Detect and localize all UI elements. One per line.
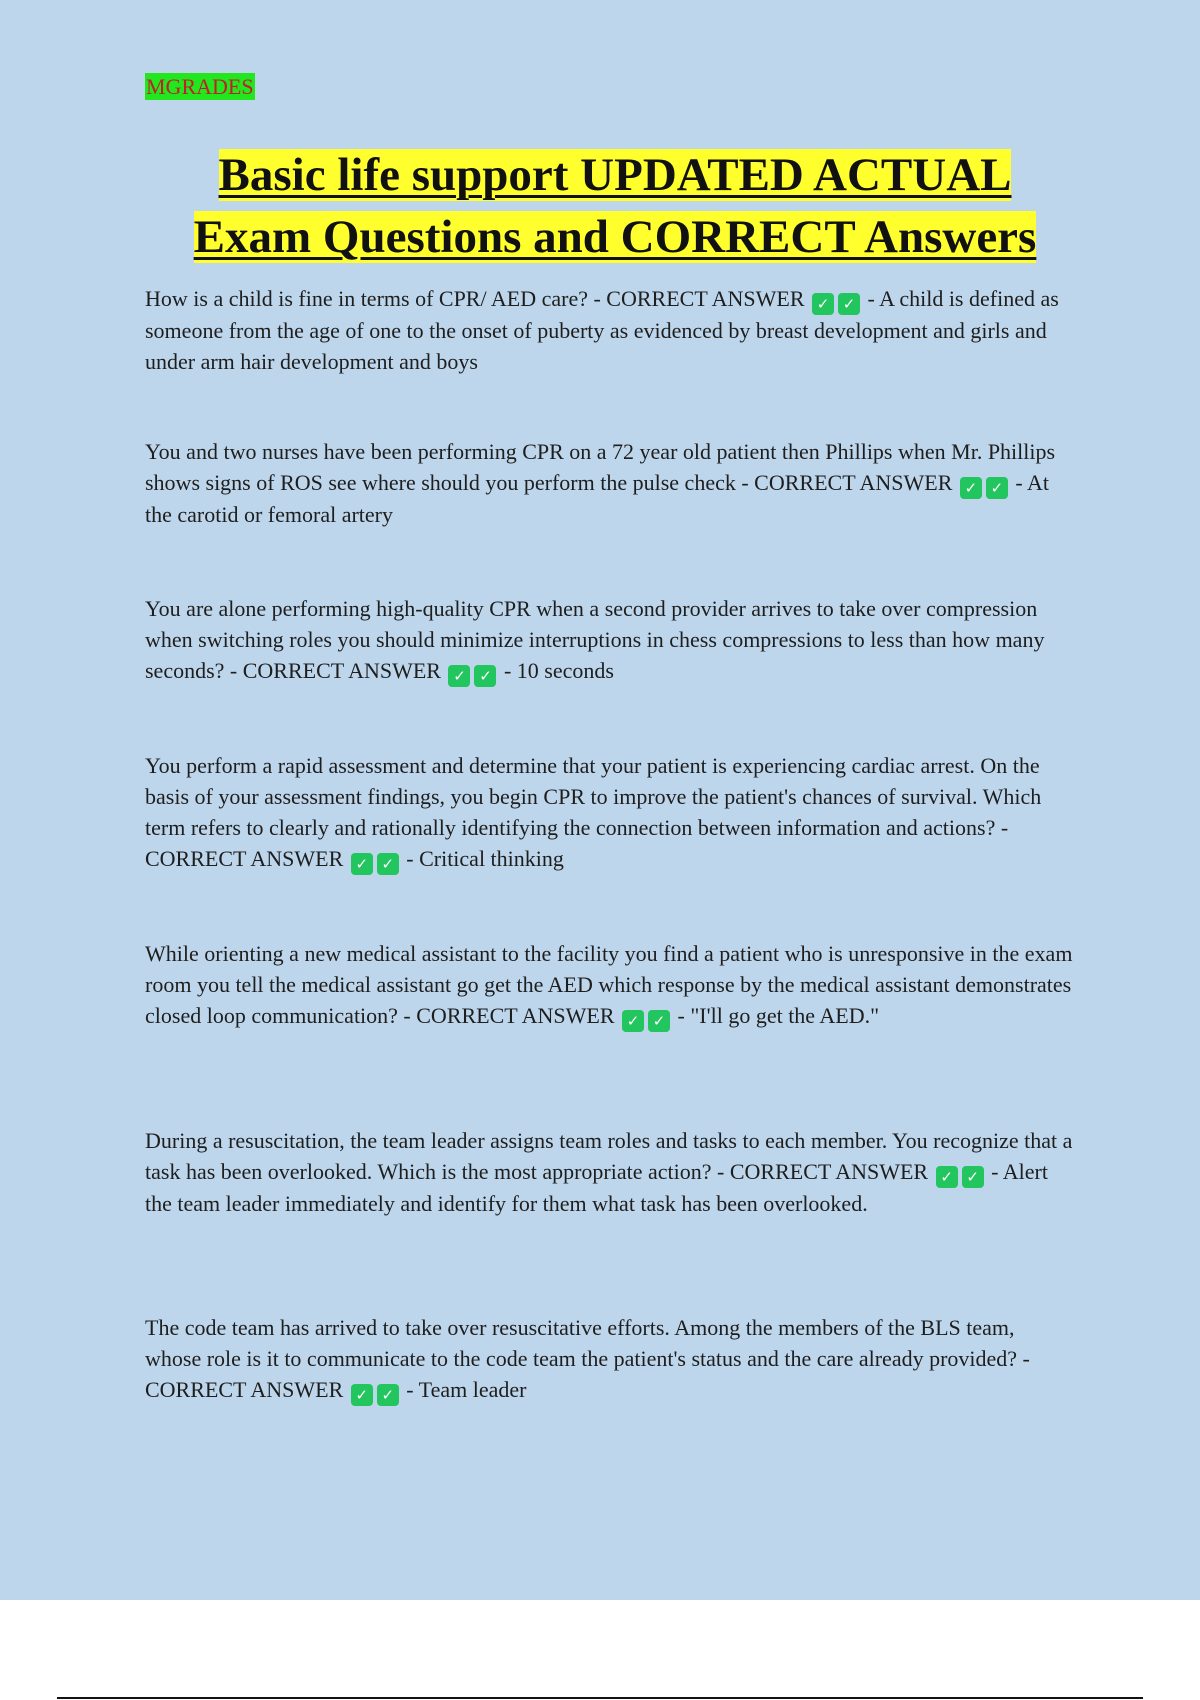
question-text: During a resuscitation, the team leader assigns team roles and tasks to each member. You recognize that a task has been overlooked. Which is the most appropriate action? - CORRECT ANSWER xyxy=(145,1128,1073,1184)
check-mark-icon: ✓ xyxy=(474,665,496,687)
question-text: While orienting a new medical assistant to the facility you find a patient who is unresponsive in the exam room you tell the medical assistant go get the AED which response by the medical assistant demonstrates closed loop communication? - CORRECT ANSWER xyxy=(145,941,1073,1028)
qa-item-2 xyxy=(145,436,1075,530)
question-text: You perform a rapid assessment and determine that your patient is experiencing cardiac arrest. On the basis of your assessment findings, you begin CPR to improve the patient's chances of survival. Which term refers to clearly and rationally identifying the connection between information and actions? - CORRECT ANSWER xyxy=(145,753,1042,871)
question-text: You and two nurses have been performing CPR on a 72 year old patient then Phillips when Mr. Phillips shows signs of ROS see where should you perform the pulse check - CORRECT ANSWER xyxy=(145,439,1056,495)
check-mark-icon: ✓ xyxy=(812,293,834,315)
page-title xyxy=(100,144,1130,268)
qa-item-6 xyxy=(145,1125,1075,1219)
question-text: The code team has arrived to take over resuscitative efforts. Among the members of the BLS team, whose role is it to communicate to the code team the patient's status and the care already provided? - CORRECT ANSWER xyxy=(145,1315,1030,1402)
answer-text: - "I'll go get the AED." xyxy=(677,1003,880,1028)
question-text: You are alone performing high-quality CPR when a second provider arrives to take over compression when switching roles you should minimize interruptions in chess compressions to less than how many seconds? - CORRECT ANSWER xyxy=(145,596,1045,683)
answer-text: - At the carotid or femoral artery xyxy=(145,470,1050,527)
title-line-1: Basic life support UPDATED ACTUAL xyxy=(218,149,1012,201)
answer-text: - Critical thinking xyxy=(406,846,564,871)
qa-item-5 xyxy=(145,938,1075,1032)
qa-item-4 xyxy=(145,750,1075,875)
check-mark-icon: ✓ xyxy=(377,1384,399,1406)
check-mark-icon: ✓ xyxy=(448,665,470,687)
answer-text: - Alert the team leader immediately and identify for them what task has been overlooked. xyxy=(145,1159,1048,1216)
qa-item-3 xyxy=(145,593,1075,687)
check-mark-icon: ✓ xyxy=(351,853,373,875)
check-mark-icon: ✓ xyxy=(648,1010,670,1032)
brand-label: MGRADES xyxy=(146,74,254,99)
check-mark-icon: ✓ xyxy=(622,1010,644,1032)
check-mark-icon: ✓ xyxy=(936,1166,958,1188)
check-mark-icon: ✓ xyxy=(986,477,1008,499)
answer-text: - A child is defined as someone from the age of one to the onset of puberty as evidenced by breast development and girls and under arm hair development and boys xyxy=(145,286,1059,374)
title-line-2: Exam Questions and CORRECT Answers xyxy=(193,211,1037,263)
answer-text: - Team leader xyxy=(406,1377,527,1402)
check-mark-icon: ✓ xyxy=(960,477,982,499)
check-mark-icon: ✓ xyxy=(838,293,860,315)
answer-text: - 10 seconds xyxy=(503,658,614,683)
check-mark-icon: ✓ xyxy=(962,1166,984,1188)
check-mark-icon: ✓ xyxy=(351,1384,373,1406)
footer-divider xyxy=(57,1697,1143,1699)
check-mark-icon: ✓ xyxy=(377,853,399,875)
qa-item-7 xyxy=(145,1312,1075,1406)
question-text: How is a child is fine in terms of CPR/ AED care? - CORRECT ANSWER xyxy=(145,286,805,311)
qa-item-1 xyxy=(145,283,1075,377)
